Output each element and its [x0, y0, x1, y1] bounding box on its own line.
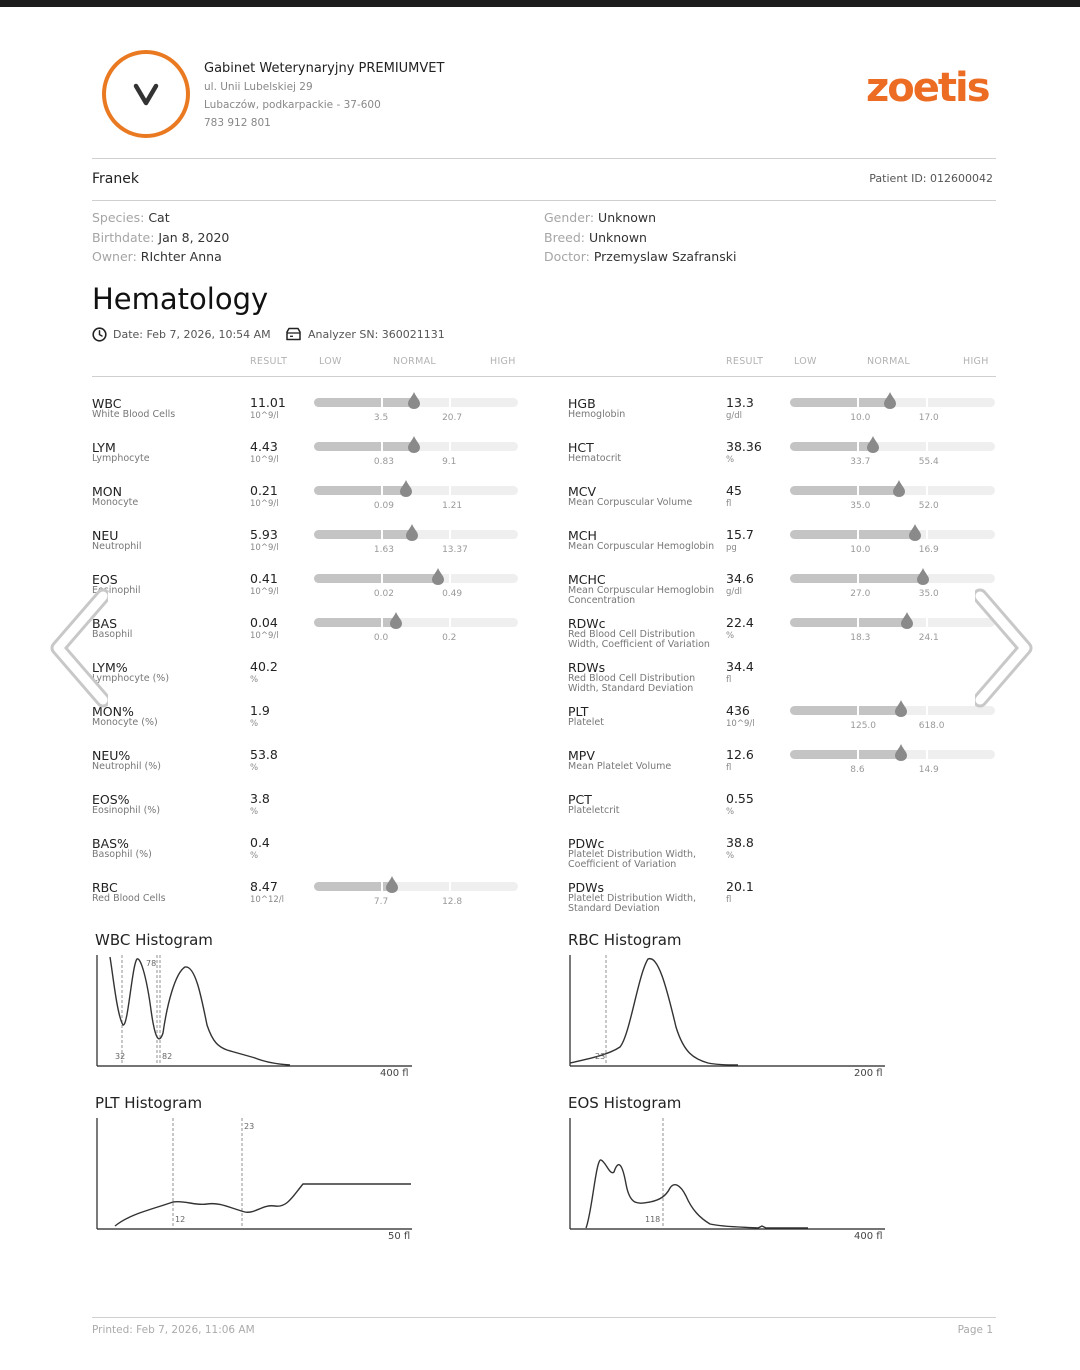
doctor-info	[544, 249, 736, 264]
col-header-high: HIGH	[490, 356, 516, 367]
result-abbr: LYM%	[92, 660, 128, 675]
result-abbr: RDWc	[568, 616, 606, 631]
range-high-label: 13.37	[442, 545, 468, 555]
range-low-label: 0.02	[373, 589, 394, 599]
range-bar-divider	[857, 618, 859, 627]
result-marker-icon	[386, 876, 398, 893]
range-bar-fill	[314, 574, 438, 583]
result-row	[568, 660, 995, 704]
result-name: Platelet Distribution Width, Coefficient of Variation	[568, 849, 697, 870]
range-high-label: 9.1	[442, 457, 457, 467]
result-row	[568, 528, 995, 572]
range-bar-fill	[314, 530, 412, 539]
report-date-text: Date: Feb 7, 2026, 10:54 AM	[113, 328, 271, 341]
col-header-result: RESULT	[726, 356, 764, 367]
range-high-label: 618.0	[918, 721, 945, 731]
result-name: Mean Corpuscular Hemoglobin	[568, 541, 715, 552]
result-unit: fl	[726, 499, 732, 509]
result-abbr: MCHC	[568, 572, 606, 587]
result-value: 45	[726, 483, 742, 498]
range-bar	[790, 706, 995, 715]
result-name: Eosinophil	[92, 585, 141, 596]
range-bar-divider	[857, 706, 859, 715]
result-name: Monocyte	[92, 497, 139, 508]
result-unit: 10^9/l	[250, 631, 279, 641]
result-row	[92, 440, 518, 484]
result-unit: g/dl	[726, 587, 743, 597]
analyzer-sn	[285, 327, 445, 341]
result-abbr: WBC	[92, 396, 122, 411]
result-row	[568, 792, 995, 836]
next-page-button[interactable]	[975, 588, 1035, 708]
plt-histogram	[95, 1118, 413, 1230]
range-bar-divider	[449, 486, 451, 495]
clinic-address-city: Lubaczów, podkarpackie - 37-600	[204, 99, 381, 111]
species-label: Species:	[92, 210, 145, 225]
range-low-label: 0.83	[373, 457, 394, 467]
result-abbr: MON	[92, 484, 122, 499]
wbc-histogram-axis-max: 400 fl	[380, 1068, 409, 1079]
result-name: Mean Corpuscular Volume	[568, 497, 693, 508]
histogram-marker-label: 118	[645, 1215, 661, 1224]
result-value: 0.21	[250, 483, 278, 498]
patient-id: Patient ID: 012600042	[869, 172, 993, 185]
result-row	[92, 616, 518, 660]
range-bar-divider	[381, 530, 383, 539]
result-row	[568, 396, 995, 440]
range-bar-divider	[449, 882, 451, 891]
analyzer-icon	[285, 327, 302, 341]
range-bar-divider	[449, 442, 451, 451]
range-bar-fill	[790, 530, 915, 539]
result-name: White Blood Cells	[92, 409, 176, 420]
result-name: Basophil	[92, 629, 133, 640]
printed-date: Printed: Feb 7, 2026, 11:06 AM	[92, 1324, 255, 1336]
result-marker-icon	[390, 612, 402, 629]
result-unit: pg	[726, 543, 737, 553]
result-value: 436	[726, 703, 750, 718]
range-bar-divider	[926, 618, 928, 627]
result-abbr: RBC	[92, 880, 118, 895]
result-unit: fl	[726, 895, 732, 905]
clinic-name: Gabinet Weterynaryjny PREMIUMVET	[204, 61, 445, 76]
col-header-low: LOW	[794, 356, 817, 367]
result-marker-icon	[432, 568, 444, 585]
result-marker-icon	[909, 524, 921, 541]
result-value: 0.4	[250, 835, 270, 850]
range-bar-fill	[790, 750, 901, 759]
result-row	[568, 484, 995, 528]
result-abbr: LYM	[92, 440, 116, 455]
col-header-high: HIGH	[963, 356, 989, 367]
gender-value: Unknown	[598, 210, 657, 225]
result-value: 34.4	[726, 659, 754, 674]
range-bar-fill	[314, 442, 414, 451]
eos-histogram	[568, 1118, 886, 1230]
result-abbr: BAS%	[92, 836, 129, 851]
result-marker-icon	[901, 612, 913, 629]
clinic-logo	[102, 50, 190, 138]
histogram-marker-label: 23	[595, 1052, 606, 1061]
result-unit: %	[726, 851, 735, 861]
result-row	[92, 484, 518, 528]
plt-histogram-axis-max: 50 fl	[388, 1231, 411, 1242]
top-status-bar	[0, 0, 1080, 7]
result-name: Platelet Distribution Width, Standard Deviation	[568, 893, 697, 914]
page-number: Page 1	[957, 1324, 993, 1336]
report-date	[92, 327, 271, 342]
result-name: Neutrophil (%)	[92, 761, 161, 772]
result-row	[568, 572, 995, 616]
result-value: 8.47	[250, 879, 278, 894]
result-name: Mean Corpuscular Hemoglobin Concentration	[568, 585, 715, 606]
result-abbr: MCH	[568, 528, 597, 543]
range-high-label: 55.4	[918, 457, 939, 467]
birthdate-value: Jan 8, 2020	[158, 230, 230, 245]
range-bar	[790, 486, 995, 495]
result-unit: %	[726, 631, 735, 641]
range-bar-fill	[314, 398, 414, 407]
result-abbr: NEU%	[92, 748, 131, 763]
range-low-label: 3.5	[373, 413, 389, 423]
result-name: Red Blood Cell Distribution Width, Coefficient of Variation	[568, 629, 710, 650]
result-value: 0.04	[250, 615, 278, 630]
result-unit: 10^12/l	[250, 895, 284, 905]
birthdate-info	[92, 230, 229, 245]
result-abbr: EOS%	[92, 792, 130, 807]
result-unit: %	[250, 851, 259, 861]
histogram-marker-label: 78	[146, 959, 157, 968]
result-row	[92, 396, 518, 440]
range-bar	[790, 398, 995, 407]
divider	[92, 376, 996, 377]
histogram-marker-label: 23	[244, 1122, 255, 1131]
result-marker-icon	[867, 436, 879, 453]
range-high-label: 24.1	[918, 633, 939, 643]
range-bar-fill	[314, 618, 396, 627]
result-value: 20.1	[726, 879, 754, 894]
result-abbr: RDWs	[568, 660, 606, 675]
result-value: 22.4	[726, 615, 754, 630]
range-bar-fill	[790, 442, 873, 451]
result-row	[92, 704, 518, 748]
range-bar	[790, 618, 995, 627]
result-marker-icon	[884, 392, 896, 409]
histogram-curve	[570, 959, 738, 1065]
result-unit: %	[250, 719, 259, 729]
doctor-value: Przemyslaw Szafranski	[593, 249, 737, 264]
divider	[92, 1317, 996, 1318]
gender-label: Gender:	[544, 210, 595, 225]
result-row	[92, 528, 518, 572]
histogram-curve	[586, 1160, 808, 1228]
col-header-normal: NORMAL	[393, 356, 436, 367]
result-value: 53.8	[250, 747, 278, 762]
range-bar-divider	[381, 442, 383, 451]
range-bar-divider	[381, 574, 383, 583]
result-row	[568, 440, 995, 484]
result-value: 34.6	[726, 571, 754, 586]
result-row	[92, 748, 518, 792]
histogram-curve	[110, 957, 290, 1065]
range-high-label: 0.2	[442, 633, 457, 643]
col-header-normal: NORMAL	[867, 356, 910, 367]
range-bar-divider	[381, 486, 383, 495]
result-name: Red Blood Cells	[92, 893, 166, 904]
result-name: Hemoglobin	[568, 409, 626, 420]
result-unit: fl	[726, 763, 732, 773]
owner-value: RIchter Anna	[140, 249, 222, 264]
range-bar	[790, 530, 995, 539]
result-value: 5.93	[250, 527, 278, 542]
breed-info	[544, 230, 647, 245]
wbc-histogram-title: WBC Histogram	[95, 931, 213, 949]
eos-histogram-title: EOS Histogram	[568, 1094, 682, 1112]
col-header-result: RESULT	[250, 356, 288, 367]
birthdate-label: Birthdate:	[92, 230, 155, 245]
result-unit: %	[726, 455, 735, 465]
result-row	[92, 572, 518, 616]
range-high-label: 1.21	[442, 501, 463, 511]
result-marker-icon	[408, 436, 420, 453]
range-bar	[314, 618, 518, 627]
range-bar	[314, 486, 518, 495]
range-bar	[314, 442, 518, 451]
v-logo-icon	[131, 79, 161, 109]
result-row	[92, 836, 518, 880]
result-unit: g/dl	[726, 411, 743, 421]
rbc-histogram-axis-max: 200 fl	[854, 1068, 883, 1079]
result-marker-icon	[408, 392, 420, 409]
range-low-label: 0.0	[373, 633, 389, 643]
range-bar-divider	[449, 398, 451, 407]
result-value: 38.36	[726, 439, 762, 454]
result-abbr: HGB	[568, 396, 596, 411]
analyzer-sn-text: Analyzer SN: 360021131	[308, 327, 445, 341]
result-marker-icon	[895, 700, 907, 717]
range-low-label: 125.0	[850, 721, 877, 731]
result-marker-icon	[400, 480, 412, 497]
breed-label: Breed:	[544, 230, 585, 245]
result-unit: fl	[726, 675, 732, 685]
wbc-histogram	[95, 955, 413, 1067]
result-abbr: MCV	[568, 484, 597, 499]
range-bar-divider	[381, 618, 383, 627]
range-high-label: 0.49	[442, 589, 463, 599]
range-bar-fill	[790, 398, 890, 407]
range-bar-divider	[381, 398, 383, 407]
result-unit: 10^9/l	[250, 543, 279, 553]
range-low-label: 1.63	[373, 545, 394, 555]
doctor-label: Doctor:	[544, 249, 590, 264]
result-value: 13.3	[726, 395, 754, 410]
result-unit: 10^9/l	[250, 499, 279, 509]
previous-page-button[interactable]	[48, 588, 108, 708]
patient-name: Franek	[92, 171, 139, 187]
breed-value: Unknown	[588, 230, 647, 245]
result-abbr: PDWc	[568, 836, 605, 851]
range-bar-divider	[449, 618, 451, 627]
histogram-curve	[115, 1184, 411, 1226]
result-abbr: NEU	[92, 528, 119, 543]
divider	[92, 200, 996, 201]
range-bar	[790, 442, 995, 451]
range-low-label: 27.0	[850, 589, 871, 599]
col-header-low: LOW	[319, 356, 342, 367]
range-low-label: 35.0	[850, 501, 871, 511]
result-row	[568, 836, 995, 880]
range-bar-fill	[790, 618, 907, 627]
result-name: Lymphocyte (%)	[92, 673, 170, 684]
range-bar-divider	[926, 530, 928, 539]
species-info	[92, 210, 170, 225]
eos-histogram-axis-max: 400 fl	[854, 1231, 883, 1242]
result-abbr: MON%	[92, 704, 134, 719]
chevron-right-icon	[980, 596, 1025, 700]
result-unit: %	[250, 763, 259, 773]
range-bar-divider	[857, 486, 859, 495]
result-name: Mean Platelet Volume	[568, 761, 672, 772]
range-bar	[314, 530, 518, 539]
range-high-label: 12.8	[442, 897, 463, 907]
range-bar	[314, 882, 518, 891]
histogram-marker-label: 12	[175, 1215, 186, 1224]
result-abbr: PDWs	[568, 880, 605, 895]
range-bar-divider	[926, 398, 928, 407]
range-bar-divider	[926, 486, 928, 495]
result-value: 0.55	[726, 791, 754, 806]
result-name: Lymphocyte	[92, 453, 150, 464]
range-low-label: 10.0	[850, 413, 871, 423]
result-value: 3.8	[250, 791, 270, 806]
rbc-histogram-title: RBC Histogram	[568, 931, 682, 949]
result-name: Platelet	[568, 717, 604, 728]
result-name: Basophil (%)	[92, 849, 152, 860]
divider	[92, 158, 996, 159]
range-high-label: 16.9	[918, 545, 939, 555]
histogram-marker-label: 32	[115, 1052, 126, 1061]
clinic-phone: 783 912 801	[204, 117, 271, 129]
clinic-address-street: ul. Unii Lubelskiej 29	[204, 81, 313, 93]
clock-icon	[92, 327, 107, 342]
range-low-label: 0.09	[373, 501, 394, 511]
gender-info	[544, 210, 656, 225]
range-bar	[314, 398, 518, 407]
range-high-label: 20.7	[442, 413, 463, 423]
range-low-label: 18.3	[850, 633, 871, 643]
species-value: Cat	[148, 210, 170, 225]
range-bar-divider	[449, 574, 451, 583]
range-bar-divider	[857, 442, 859, 451]
result-name: Red Blood Cell Distribution Width, Standard Deviation	[568, 673, 696, 694]
result-row	[568, 880, 995, 924]
result-unit: 10^9/l	[250, 455, 279, 465]
range-low-label: 10.0	[850, 545, 871, 555]
result-name: Neutrophil	[92, 541, 142, 552]
result-abbr: PCT	[568, 792, 592, 807]
result-name: Monocyte (%)	[92, 717, 158, 728]
result-row	[568, 704, 995, 748]
result-marker-icon	[917, 568, 929, 585]
range-high-label: 17.0	[918, 413, 939, 423]
range-bar-divider	[926, 706, 928, 715]
rbc-histogram	[568, 955, 886, 1067]
result-row	[92, 880, 518, 924]
range-high-label: 14.9	[918, 765, 939, 775]
range-bar-divider	[381, 882, 383, 891]
result-marker-icon	[406, 524, 418, 541]
result-value: 38.8	[726, 835, 754, 850]
owner-label: Owner:	[92, 249, 137, 264]
result-name: Eosinophil (%)	[92, 805, 161, 816]
result-abbr: PLT	[568, 704, 589, 719]
result-unit: 10^9/l	[726, 719, 755, 729]
range-bar-divider	[857, 398, 859, 407]
range-bar	[790, 750, 995, 759]
range-high-label: 35.0	[918, 589, 939, 599]
result-name: Hematocrit	[568, 453, 622, 464]
chevron-left-icon	[58, 596, 103, 700]
plt-histogram-title: PLT Histogram	[95, 1094, 203, 1112]
range-low-label: 8.6	[850, 765, 865, 775]
result-row	[568, 616, 995, 660]
range-bar-fill	[314, 486, 406, 495]
result-unit: 10^9/l	[250, 587, 279, 597]
range-bar-divider	[857, 750, 859, 759]
result-abbr: MPV	[568, 748, 595, 763]
histogram-marker-label: 82	[162, 1052, 173, 1061]
range-bar-divider	[857, 530, 859, 539]
result-marker-icon	[893, 480, 905, 497]
result-unit: %	[250, 807, 259, 817]
range-bar	[314, 574, 518, 583]
range-high-label: 52.0	[918, 501, 939, 511]
range-bar	[790, 574, 995, 583]
range-bar-fill	[790, 706, 901, 715]
result-abbr: HCT	[568, 440, 594, 455]
result-row	[568, 748, 995, 792]
result-value: 11.01	[250, 395, 286, 410]
result-abbr: BAS	[92, 616, 118, 631]
result-unit: 10^9/l	[250, 411, 279, 421]
result-unit: %	[726, 807, 735, 817]
result-name: Plateletcrit	[568, 805, 620, 816]
result-value: 15.7	[726, 527, 754, 542]
result-row	[92, 792, 518, 836]
range-bar-fill	[790, 486, 899, 495]
owner-info	[92, 249, 222, 264]
result-value: 0.41	[250, 571, 278, 586]
range-bar-divider	[926, 442, 928, 451]
result-marker-icon	[895, 744, 907, 761]
range-low-label: 7.7	[373, 897, 389, 907]
range-bar-divider	[857, 574, 859, 583]
result-value: 40.2	[250, 659, 278, 674]
range-low-label: 33.7	[850, 457, 871, 467]
result-value: 1.9	[250, 703, 270, 718]
result-abbr: EOS	[92, 572, 118, 587]
result-value: 4.43	[250, 439, 278, 454]
result-unit: %	[250, 675, 259, 685]
range-bar-divider	[449, 530, 451, 539]
result-value: 12.6	[726, 747, 754, 762]
zoetis-logo: zoetis	[866, 65, 989, 111]
range-bar-divider	[926, 750, 928, 759]
section-title: Hematology	[92, 282, 269, 316]
result-row	[92, 660, 518, 704]
